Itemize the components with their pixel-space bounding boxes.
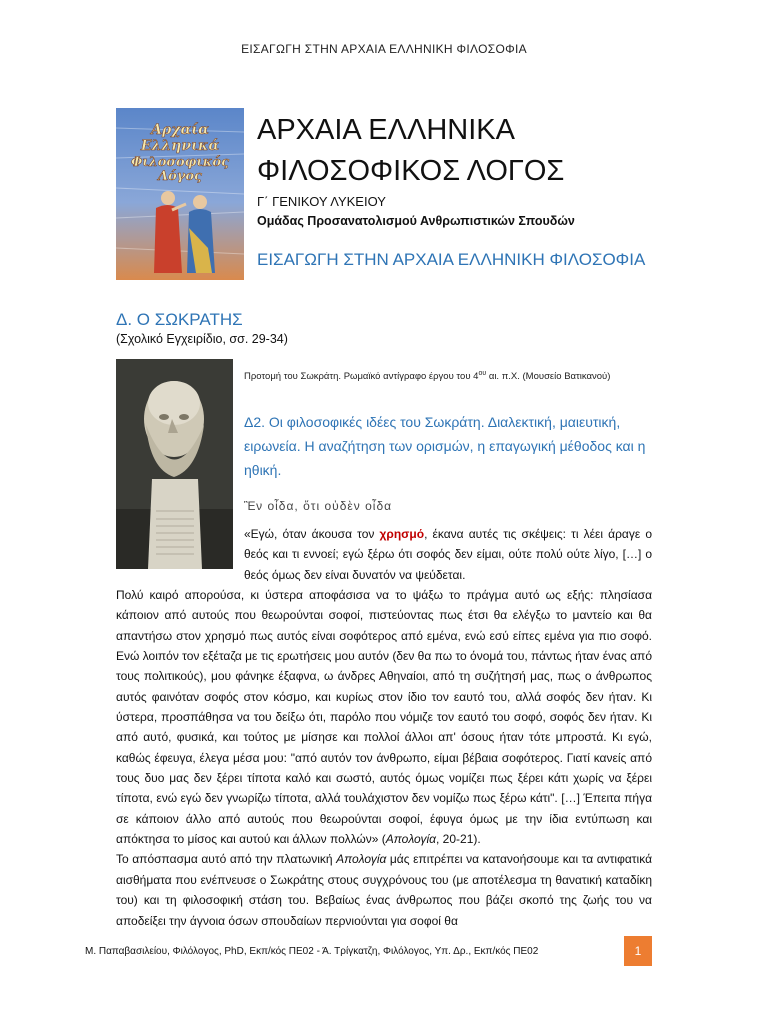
quote-continuation: , έκανα αυτές τις σκέψεις: τι λέει άραγε ο θεός και τι εννοεί; εγώ ξέρω ότι σοφός δεν είμαι, ούτε πολύ ούτε λίγο, […] ο θεός όμως δεν είναι δυνατόν να ψεύδεται. — [244, 527, 652, 582]
orientation-label: Ομάδας Προσανατολισμού Ανθρωπιστικών Σπουδών — [257, 214, 575, 228]
subsection-heading: Δ2. Οι φιλοσοφικές ιδέες του Σωκράτη. Διαλεκτική, μαιευτική, ειρωνεία. Η αναζήτηση των ορισμών, η επαγωγική μέθοδος και η ηθική. — [244, 414, 646, 478]
quote-body-text: Πολύ καιρό απορούσα, κι ύστερα αποφάσισα να το ψάξω το πράγμα αυτό ως εξής: πλησίασα κάποιον από αυτούς που θεωρούνται σοφοί, πιστεύοντας πως έτσι θα ελέγξω το μαντείο και θα απαντήσω στον χρησμό πως αυτός είναι σοφότερος από εμένα, ενώ εσύ είπες εμένα για πιο σοφό. Ενώ λοιπόν τον εξέταζα με τις ερωτήσεις μου αυτόν (δεν θα πω το όνομά του, πάντως ήταν ένας από τους πολιτικούς), μου φάνηκε έξαφνα, ω άνδρες Αθηναίοι, από τη συζήτησή μας, πως ο άνθρωπος αυτός φαινόταν σοφός στον κόσμο, και κυρίως στον ίδιο τον εαυτό του, αλλά σοφός δεν ήταν. Κι ύστερα, προσπάθησα να του δείξω ότι, παρόλο που νόμιζε τον εαυτό του σοφό, σοφός δεν ήταν. Κι από αυτό, φυσικά, και τούτος με μίσησε και πολλοί άλλοι απ' όσους ήταν τότε μπροστά. Κι εγώ, καθώς έφευγα, έλεγα μέσα μου: "από αυτόν τον άνθρωπο, είμαι βέβαια σοφότερος. Γιατί κανείς από τους δυο μας δεν ξέρει τίποτα καλό και σωστό, αυτός όμως νομίζει πως ξέρει κάτι χωρίς να ξέρει τίποτα, ενώ εγώ δεν γνωρίζω τίποτα, αλλά τουλάχιστον δεν νομίζω πως ξέρω κάτι". […] Έπειτα πήγα σε κάποιον άλλο από αυτούς που θεωρούνται σοφοί, έφυγα όμως με την ίδια εντύπωση και απόκτησα το μίσος και αυτού και άλλων πολλών» ( — [116, 588, 652, 847]
commentary-start: Το απόσπασμα αυτό από την πλατωνική — [116, 852, 337, 867]
motto: Ἓν οἶδα, ὅτι οὐδὲν οἶδα — [244, 499, 393, 513]
main-title-line-1: ΑΡΧΑΙΑ ΕΛΛΗΝΙΚΑ — [257, 114, 515, 146]
running-header: ΕΙΣΑΓΩΓΗ ΣΤΗΝ ΑΡΧΑΙΑ ΕΛΛΗΝΙΚΗ ΦΙΛΟΣΟΦΙΑ — [241, 42, 527, 56]
section-title: ΕΙΣΑΓΩΓΗ ΣΤΗΝ ΑΡΧΑΙΑ ΕΛΛΗΝΙΚΗ ΦΙΛΟΣΟΦΙΑ — [257, 250, 646, 269]
main-title — [257, 110, 564, 192]
commentary-text: μάς επιτρέπει να κατανοήσουμε και τα αντιφατικά αισθήματα που ενέπνευσε ο Σωκράτης στους συγχρόνους του (με αποτέλεσμα τη θανατική καταδίκη του) και τη φιλοσοφική στάση του. Βεβαίως ένας άνθρωπος που βάζει σκοπό της ζωής του να αποδείξει την άγνοια όσων σπουδαίων περνιούνται για σοφοί θα — [116, 852, 653, 928]
caption-superscript: ου — [478, 370, 487, 377]
main-title-line-2: ΦΙΛΟΣΟΦΙΚΟΣ ΛΟΓΟΣ — [257, 155, 565, 187]
caption-text-end: αι. π.Χ. (Μουσείο Βατικανού) — [486, 371, 611, 383]
quote-start: «Εγώ, όταν άκουσα τον — [244, 527, 380, 541]
footer-authors: Μ. Παπαβασιλείου, Φιλόλογος, PhD, Εκπ/κός ΠΕ02 - Ά. Τρίγκατζη, Φιλόλογος, Υπ. Δρ., Εκπ/κός ΠΕ02 — [85, 946, 539, 957]
highlighted-word: χρησμό — [379, 527, 425, 541]
body-text — [116, 585, 652, 931]
paragraph-quote — [116, 585, 652, 849]
citation-ref: , 20-21). — [436, 832, 481, 847]
page-number-badge: 1 — [624, 936, 652, 966]
svg-text:Ελληνικά: Ελληνικά — [140, 138, 220, 154]
socrates-bust-image — [116, 359, 233, 569]
chapter-reference: (Σχολικό Εγχειρίδιο, σσ. 29-34) — [116, 332, 288, 346]
grade-label: Γ΄ ΓΕΝΙΚΟΥ ΛΥΚΕΙΟΥ — [257, 194, 386, 209]
svg-text:Φιλοσοφικός: Φιλοσοφικός — [130, 155, 230, 170]
book-cover-image — [116, 108, 244, 280]
image-caption — [244, 366, 651, 384]
citation-work: Απολογία — [385, 832, 437, 847]
paragraph-commentary — [116, 849, 652, 930]
commentary-work: Απολογία — [336, 852, 387, 867]
svg-text:Λόγος: Λόγος — [158, 169, 202, 184]
quote-opening — [244, 524, 652, 585]
svg-text:Αρχαία: Αρχαία — [151, 122, 209, 138]
chapter-heading: Δ. Ο ΣΩΚΡΑΤΗΣ — [116, 310, 243, 329]
caption-text: Προτομή του Σωκράτη. Ρωμαϊκό αντίγραφο έργου του 4 — [244, 371, 479, 383]
